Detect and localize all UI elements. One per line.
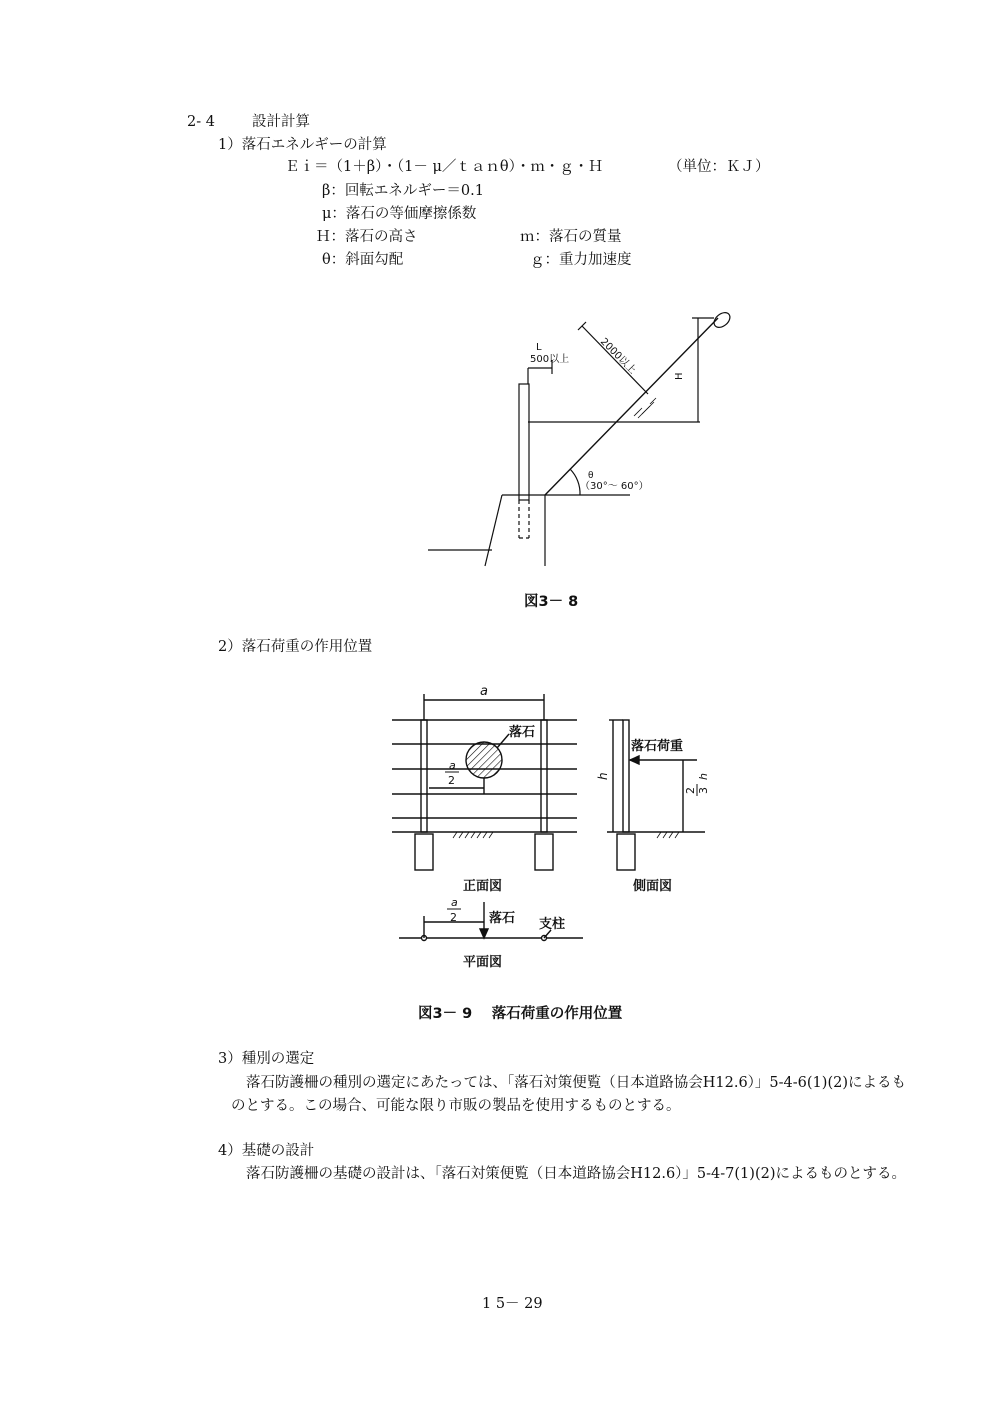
def-beta: β：回転エネルギー＝0.1 — [322, 183, 484, 199]
def-H: Ｈ：落石の高さ — [316, 229, 418, 245]
label-frac-num: 2 — [684, 787, 697, 794]
label-slope-distance: 2000以上 — [597, 336, 638, 377]
label-side-view: 側面図 — [633, 879, 673, 894]
front-post-left — [421, 720, 427, 832]
label-plan-rock: 落石 — [489, 911, 516, 926]
label-L-min: 500以上 — [530, 354, 570, 365]
label-plan-half-a-den: 2 — [450, 911, 457, 924]
label-frac-h: h — [697, 773, 710, 780]
sub4-body-line1: 落石防護柵の基礎の設計は、「落石対策便覧（日本道路協会H12.6）」5-4-7(1)(2)によるものとする。 — [246, 1166, 906, 1182]
rockfall-load-diagram — [387, 676, 737, 978]
label-plan-half-a-num: a — [451, 896, 458, 909]
front-post-right — [541, 720, 547, 832]
label-post: 支柱 — [539, 917, 566, 932]
sub3-heading: 3）種別の選定 — [218, 1051, 315, 1067]
label-rock-load: 落石荷重 — [631, 739, 684, 754]
sub4-heading: 4）基礎の設計 — [218, 1143, 315, 1159]
label-H: H — [674, 372, 685, 380]
section-title: 設計計算 — [252, 114, 310, 130]
sub2-heading: 2）落石荷重の作用位置 — [218, 639, 373, 655]
section-number: 2- 4 — [187, 114, 215, 130]
sub3-body-line2: のとする。この場合、可能な限り市販の製品を使用するものとする。 — [231, 1098, 681, 1114]
sub1-heading: 1）落石エネルギーの計算 — [218, 137, 387, 153]
label-theta-range: （30°～ 60°） — [580, 481, 649, 492]
fig38-caption: 図3－ 8 — [524, 594, 579, 610]
rock-symbol — [711, 310, 733, 331]
label-half-a-num: a — [449, 759, 456, 772]
slope-line — [545, 318, 718, 495]
def-m: ｍ：落石の質量 — [520, 229, 622, 245]
label-theta: θ — [588, 471, 594, 481]
page-number: 1 5－ 29 — [482, 1296, 543, 1312]
label-front-view: 正面図 — [463, 879, 503, 894]
def-theta: θ：斜面勾配 — [322, 252, 404, 268]
label-L: L — [536, 342, 542, 353]
energy-unit: （単位：ＫＪ） — [668, 159, 770, 175]
def-mu: μ：落石の等価摩擦係数 — [322, 206, 477, 222]
label-half-a-den: 2 — [448, 774, 455, 787]
fig39-caption: 図3－ 9 落石荷重の作用位置 — [418, 1006, 623, 1022]
sub3-body-line1: 落石防護柵の種別の選定にあたっては、「落石対策便覧（日本道路協会H12.6）」5-4-6(1)(2)によるも — [246, 1075, 906, 1091]
def-g: ｇ：重力加速度 — [530, 252, 632, 268]
label-plan-view: 平面図 — [463, 955, 503, 970]
side-post — [623, 720, 629, 832]
slope-fence-diagram — [420, 298, 750, 570]
front-footing-left — [415, 834, 433, 870]
label-rock: 落石 — [509, 725, 536, 740]
side-footing — [617, 834, 635, 870]
label-frac-den: 3 — [697, 787, 710, 794]
energy-formula: Ｅｉ＝（1＋β）・（1－ μ／ｔａｎθ）・ｍ・ｇ・Ｈ — [285, 159, 603, 175]
front-footing-right — [535, 834, 553, 870]
label-a: a — [480, 684, 488, 699]
fence-post — [519, 384, 529, 500]
label-h: h — [596, 772, 610, 780]
